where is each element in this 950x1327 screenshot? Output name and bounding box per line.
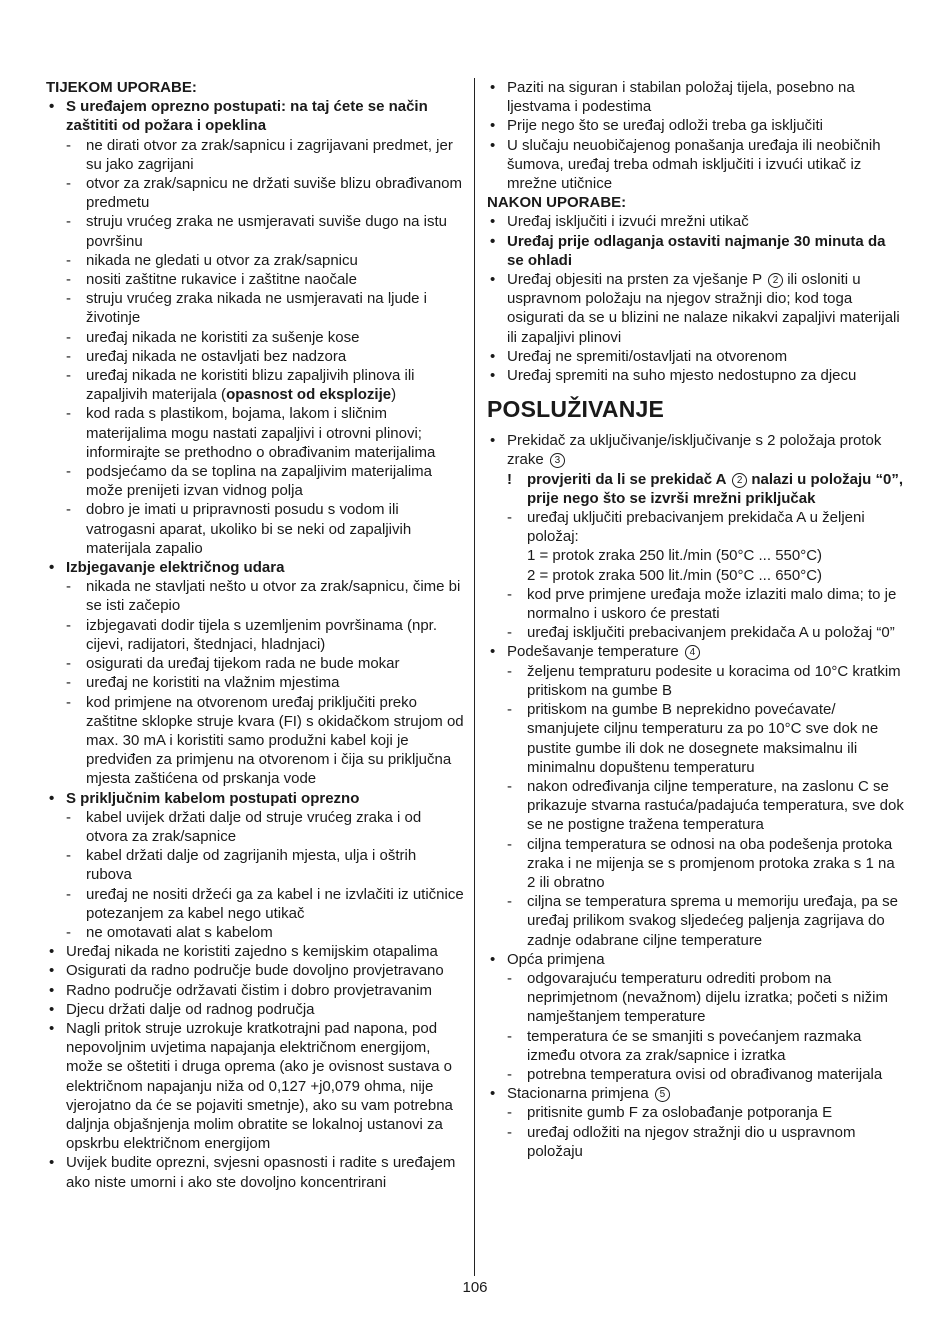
text: ili osloniti u uspravnom položaju na njegov stražnji dio; kod toga osigurati da se u blizini ne nalaze nikakvi zapaljivi materijali ili zapaljivi plinovi — [507, 271, 900, 346]
heading-during-use: TIJEKOM UPORABE: — [46, 79, 197, 96]
bullet-item: • Radno područje održavati čistim i dobro provjetravanim — [46, 981, 464, 1000]
airflow-setting-1: 1 = protok zraka 250 lit./min (50°C ... 550°C) — [527, 547, 823, 565]
list-item: - struju vrućeg zraka ne usmjeravati suviše dugo na istu površinu — [46, 212, 464, 250]
column-divider — [474, 78, 475, 1276]
bullet-item: • Paziti na siguran i stabilan položaj tijela, posebno na ljestvama i podestima — [487, 78, 905, 116]
list-item: - nositi zaštitne rukavice i zaštitne naočale — [46, 270, 464, 289]
list-item: - kabel uvijek držati dalje od struje vrućeg zraka i od otvora za zrak/sapnice — [46, 808, 464, 846]
section-title-operation: POSLUŽIVANJE — [487, 396, 665, 423]
list-item: - pritiskom na gumbe B neprekidno povećavate/ smanjujete ciljnu temperaturu za po 10°C sve dok ne pustite gumbe ili dok ne dosegnete maksimalnu ili minimalnu dopuštenu temperaturu — [487, 700, 905, 777]
text: nalazi u položaju “0”, prije nego što se izvrši mrežni priključak — [527, 470, 903, 507]
right-column — [487, 78, 905, 1161]
bullet-cooldown: • Uređaj prije odlaganja ostaviti najmanje 30 minuta da se ohladi — [487, 232, 905, 270]
list-item: - nikada ne stavljati nešto u otvor za zrak/sapnicu, čime bi se isti začepio — [46, 577, 464, 615]
list-item: - uređaj isključiti prebacivanjem prekidača A u položaj “0” — [487, 623, 905, 642]
bullet-fire-safety: • S uređajem oprezno postupati: na taj ćete se način zaštititi od požara i opeklina — [46, 97, 464, 135]
list-item: - izbjegavati dodir tijela s uzemljenim površinama (npr. cijevi, radijatori, štednjaci, hladnjaci) — [46, 616, 464, 654]
bullet-item: • Nagli pritok struje uzrokuje kratkotrajni pad napona, pod nepovoljnim uvjetima napajanja električnom energijom, može se oštetiti i druga oprema (ako je ovisnost sustava o električnom napajanju niža od 0,127 +j0,079 ohma, nije vjerojatno da će se pojaviti smetnje), ako su vam potrebna daljnja objašnjenja molim obratite se lokalnoj ustanovi za opskrbu električnom energijom — [46, 1019, 464, 1153]
list-item: - uređaj uključiti prebacivanjem prekidača A u željeni položaj: — [487, 508, 905, 546]
bullet-item: • U slučaju neuobičajenog ponašanja uređaja ili neobičnih šumova, uređaj treba odmah isključiti i izvući utikač iz mrežne utičnice — [487, 136, 905, 194]
text: Prekidač za uključivanje/isključivanje s 2 položaja protok zrake — [507, 432, 882, 469]
text: Podešavanje temperature — [507, 643, 679, 661]
bullet-item: • Prije nego što se uređaj odloži treba ga isključiti — [487, 116, 905, 135]
list-item: - uređaj odložiti na njegov stražnji dio u uspravnom položaju — [487, 1123, 905, 1161]
list-item: - kabel držati dalje od zagrijanih mjesta, ulja i oštrih rubova — [46, 846, 464, 884]
text: Uređaj objesiti na prsten za vješanje P — [507, 271, 762, 289]
list-item: - nikada ne gledati u otvor za zrak/sapnicu — [46, 251, 464, 270]
list-item: - potrebna temperatura ovisi od obrađivanog materijala — [487, 1065, 905, 1084]
list-item: - željenu tempraturu podesite u koracima od 10°C kratkim pritiskom na gumbe B — [487, 662, 905, 700]
bullet-general-use: • Opća primjena — [487, 950, 905, 969]
list-item: - dobro je imati u pripravnosti posudu s vodom ili vatrogasni aparat, ukoliko bi se neki od zapaljivih materijala zapalio — [46, 500, 464, 558]
list-item: - struju vrućeg zraka nikada ne usmjeravati na ljude i životinje — [46, 289, 464, 327]
text: provjeriti da li se prekidač A — [527, 470, 726, 488]
list-item: - ne omotavati alat s kabelom — [46, 923, 464, 942]
list-item: - ciljna temperatura se odnosi na oba podešenja protoka zraka i ne mijenja se s promjenom protoka zraka s 1 na 2 ili obratno — [487, 835, 905, 893]
airflow-setting-2: 2 = protok zraka 500 lit./min (50°C ... 650°C) — [527, 566, 823, 584]
bullet-item: • Uređaj spremiti na suho mjesto nedostupno za djecu — [487, 366, 905, 385]
list-item: - temperatura će se smanjiti s povećanjem razmaka između otvora za zrak/sapnice i izratka — [487, 1027, 905, 1065]
figure-ref-icon: 2 — [768, 273, 783, 288]
heading-after-use: NAKON UPORABE: — [487, 194, 627, 212]
list-item: - kod primjene na otvorenom uređaj priključiti preko zaštitne sklopke struje kvara (FI) s okidačkom strujom od max. 30 mA i koristiti samo produžni kabel koji je predviđen za primjenu na otvorenom i čija su priključna mjesta zaštićena od prskanja vode — [46, 693, 464, 789]
list-item: - otvor za zrak/sapnicu ne držati suviše blizu obrađivanom predmetu — [46, 174, 464, 212]
bullet-item: • Uređaj ne spremiti/ostavljati na otvorenom — [487, 347, 905, 366]
list-item: - kod prve primjene uređaja može izlaziti malo dima; to je normalno i uskoro će prestati — [487, 585, 905, 623]
warning-switch-position — [487, 470, 905, 508]
text: Stacionarna primjena — [507, 1085, 649, 1103]
bullet-stationary-use — [487, 1084, 905, 1103]
bullet-electric-shock: • Izbjegavanje električnog udara — [46, 558, 464, 577]
figure-ref-icon: 2 — [732, 473, 747, 488]
figure-ref-icon: 4 — [685, 645, 700, 660]
page-number: 106 — [462, 1279, 488, 1296]
list-item: - ne dirati otvor za zrak/sapnicu i zagrijavani predmet, jer su jako zagrijani — [46, 136, 464, 174]
bullet-item: • Djecu držati dalje od radnog područja — [46, 1000, 464, 1019]
bullet-item: • Osigurati da radno područje bude dovoljno provjetravano — [46, 961, 464, 980]
list-item: - pritisnite gumb F za oslobađanje potporanja E — [487, 1103, 905, 1122]
list-item: - uređaj nikada ne koristiti za sušenje kose — [46, 328, 464, 347]
list-item: - nakon određivanja ciljne temperature, na zaslonu C se prikazuje stvarna rastuća/padajuća temperatura, sve dok se ne postigne tražena temperatura — [487, 777, 905, 835]
bullet-item: • Uređaj isključiti i izvući mrežni utikač — [487, 212, 905, 231]
list-item: - uređaj ne koristiti na vlažnim mjestima — [46, 673, 464, 692]
text: ) — [391, 386, 397, 404]
list-item: - uređaj nikada ne ostavljati bez nadzora — [46, 347, 464, 366]
explosion-warning: opasnost od eksplozije — [226, 386, 392, 404]
figure-ref-icon: 5 — [655, 1087, 670, 1102]
bullet-item-hang — [487, 270, 905, 347]
bullet-switch — [487, 431, 905, 469]
bullet-temperature — [487, 642, 905, 661]
list-item: - odgovarajuću temperaturu odrediti probom na neprimjetnom (nevažnom) dijelu izratka; početi s nižim namještanjem temperature — [487, 969, 905, 1027]
list-item-explosion — [46, 366, 464, 404]
left-column — [46, 78, 464, 1192]
list-item: - kod rada s plastikom, bojama, lakom i sličnim materijalima mogu nastati zapaljivi i otrovni plinovi; informirajte se prethodno o obrađivanim materijalima — [46, 404, 464, 462]
figure-ref-icon: 3 — [550, 453, 565, 468]
list-item: - ciljna se temperatura sprema u memoriju uređaja, pa se uređaj prilikom svakog sljedećeg paljenja zagrijava do zadnje odabrane ciljne temperature — [487, 892, 905, 950]
list-item: - uređaj ne nositi držeći ga za kabel i ne izvlačiti iz utičnice potezanjem za kabel nego utikač — [46, 885, 464, 923]
list-item: - osigurati da uređaj tijekom rada ne bude mokar — [46, 654, 464, 673]
text: uređaj nikada ne koristiti blizu zapaljivih plinova ili zapaljivih materijala ( — [86, 367, 415, 404]
bullet-item: • Uređaj nikada ne koristiti zajedno s kemijskim otapalima — [46, 942, 464, 961]
bullet-item: • Uvijek budite oprezni, svjesni opasnosti i radite s uređajem ako niste umorni i ako ste dovoljno koncentrirani — [46, 1153, 464, 1191]
list-item: - podsjećamo da se toplina na zapaljivim materijalima može prenijeti izvan vidnog polja — [46, 462, 464, 500]
bullet-power-cable: • S priključnim kabelom postupati oprezno — [46, 789, 464, 808]
